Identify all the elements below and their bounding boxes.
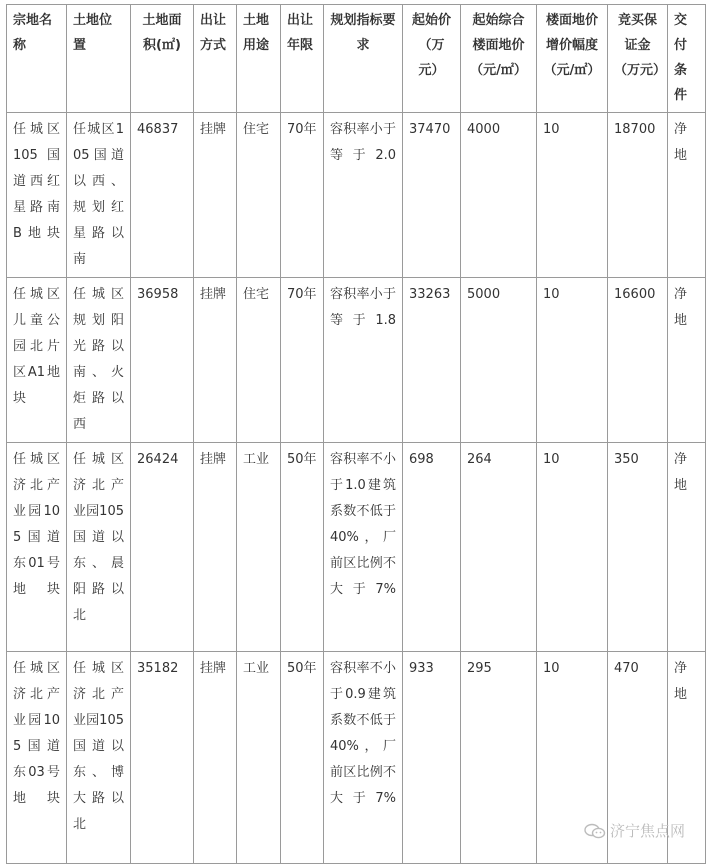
cell-planning: 容积率小于等于1.8 [324,278,403,443]
header-method: 出让方式 [194,5,237,113]
header-start-price: 起始价（万元） [403,5,461,113]
cell-delivery: 净地 [668,278,706,443]
cell-delivery: 净地 [668,652,706,864]
table-row [7,443,706,652]
cell-area: 36958 [131,278,194,443]
cell-method: 挂牌 [194,113,237,278]
cell-start-price: 933 [403,652,461,864]
cell-floor-price: 264 [461,443,537,652]
cell-planning: 容积率小于等于2.0 [324,113,403,278]
cell-delivery: 净地 [668,113,706,278]
cell-term: 70年 [281,113,324,278]
cell-method: 挂牌 [194,443,237,652]
header-deposit: 竞买保证金（万元） [608,5,668,113]
header-row [7,5,706,113]
cell-name: 任城区济北产业园105国道东01号地块 [7,443,67,652]
table-row [7,278,706,443]
cell-use: 工业 [237,652,281,864]
table-row [7,113,706,278]
header-planning: 规划指标要求 [324,5,403,113]
wechat-icon [584,823,606,839]
cell-deposit: 18700 [608,113,668,278]
cell-planning: 容积率不小于1.0建筑系数不低于40%，厂前区比例不大于7% [324,443,403,652]
cell-use: 住宅 [237,113,281,278]
cell-location: 任城区规划阳光路以南、火炬路以西 [67,278,131,443]
cell-use: 工业 [237,443,281,652]
cell-increment: 10 [537,113,608,278]
header-use: 土地用途 [237,5,281,113]
header-area: 土地面积(㎡) [131,5,194,113]
cell-name: 任城区济北产业园105国道东03号地块 [7,652,67,864]
cell-deposit: 470 [608,652,668,864]
cell-floor-price: 5000 [461,278,537,443]
cell-method: 挂牌 [194,652,237,864]
cell-area: 26424 [131,443,194,652]
cell-start-price: 37470 [403,113,461,278]
cell-floor-price: 295 [461,652,537,864]
land-auction-table [6,4,706,864]
cell-method: 挂牌 [194,278,237,443]
header-parcel-name: 宗地名称 [7,5,67,113]
header-floor-price: 起始综合楼面地价（元/㎡） [461,5,537,113]
cell-deposit: 16600 [608,278,668,443]
cell-term: 50年 [281,652,324,864]
cell-location: 任城区105国道以西、规划红星路以南 [67,113,131,278]
watermark-text: 济宁焦点网 [609,822,685,840]
cell-delivery: 净地 [668,443,706,652]
header-term: 出让年限 [281,5,324,113]
cell-area: 46837 [131,113,194,278]
cell-planning: 容积率不小于0.9建筑系数不低于40%，厂前区比例不大于7% [324,652,403,864]
cell-name: 任城区105国道西红星路南B地块 [7,113,67,278]
cell-name: 任城区儿童公园北片区A1地块 [7,278,67,443]
cell-term: 70年 [281,278,324,443]
cell-location: 任城区济北产业园105国道以东、晨阳路以北 [67,443,131,652]
cell-increment: 10 [537,278,608,443]
cell-increment: 10 [537,443,608,652]
cell-use: 住宅 [237,278,281,443]
cell-floor-price: 4000 [461,113,537,278]
watermark [584,820,685,841]
cell-increment: 10 [537,652,608,864]
header-location: 土地位置 [67,5,131,113]
header-delivery: 交付条件 [668,5,706,113]
cell-term: 50年 [281,443,324,652]
cell-location: 任城区济北产业园105国道以东、博大路以北 [67,652,131,864]
cell-start-price: 698 [403,443,461,652]
header-increment: 楼面地价增价幅度（元/㎡） [537,5,608,113]
cell-area: 35182 [131,652,194,864]
cell-start-price: 33263 [403,278,461,443]
cell-deposit: 350 [608,443,668,652]
